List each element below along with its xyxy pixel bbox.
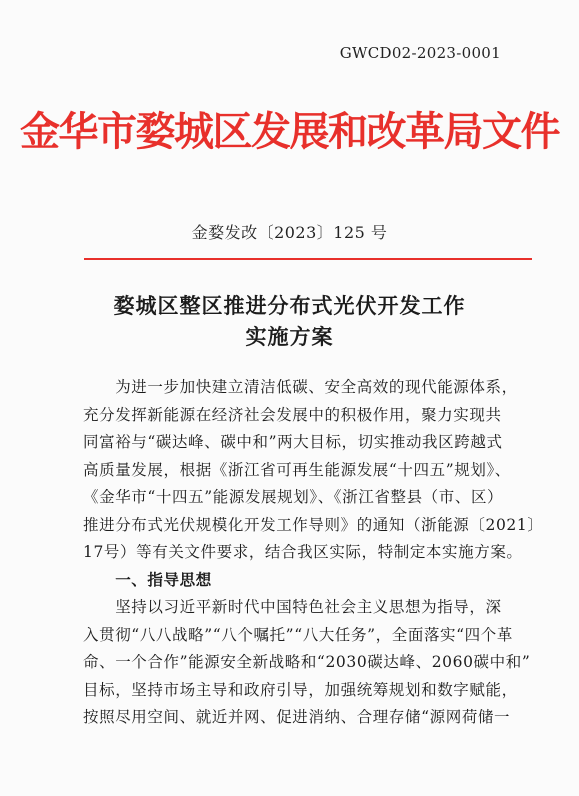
body-line: 为进一步加快建立清洁低碳、安全高效的现代能源体系， xyxy=(83,378,518,396)
document-number: 金婺发改〔2023〕125 号 xyxy=(191,223,388,242)
document-title xyxy=(0,290,579,352)
body-line: 命、一个合作”能源安全新战略和“2030碳达峰、2060碳中和” xyxy=(83,653,531,671)
body-text xyxy=(83,374,544,732)
body-line: 按照尽用空间、就近并网、促进消纳、合理存储“源网荷储一 xyxy=(83,708,511,726)
title-line-1: 婺城区整区推进分布式光伏开发工作 xyxy=(113,293,466,318)
body-line: 《金华市“十四五”能源发展规划》、《浙江省整县（市、区） xyxy=(83,488,504,506)
body-line: 目标，坚持市场主导和政府引导，加强统筹规划和数字赋能， xyxy=(83,680,518,699)
issuer-title: 金华市婺城区发展和改革局文件 xyxy=(20,108,559,155)
body-line: 同富裕与“碳达峰、碳中和”两大目标，切实推动我区跨越式 xyxy=(83,433,503,451)
body-line: 推进分布式光伏规模化开发工作导则》的通知（浙能源〔2021〕 xyxy=(83,515,544,534)
body-line: 高质量发展，根据《浙江省可再生能源发展“十四五”规划》、 xyxy=(83,460,511,479)
title-line-2: 实施方案 xyxy=(245,324,334,349)
document-code: GWCD02-2023-0001 xyxy=(339,44,501,62)
red-divider xyxy=(84,258,532,260)
body-line: 充分发挥新能源在经济社会发展中的积极作用，聚力实现共 xyxy=(83,405,502,424)
section-heading: 一、指导思想 xyxy=(83,570,212,589)
body-line: 17号）等有关文件要求，结合我区实际，特制定本实施方案。 xyxy=(83,543,523,561)
body-line: 入贯彻“八八战略”“八个嘱托”“八大任务”，全面落实“四个革 xyxy=(83,625,513,644)
body-line: 坚持以习近平新时代中国特色社会主义思想为指导，深 xyxy=(83,598,502,616)
